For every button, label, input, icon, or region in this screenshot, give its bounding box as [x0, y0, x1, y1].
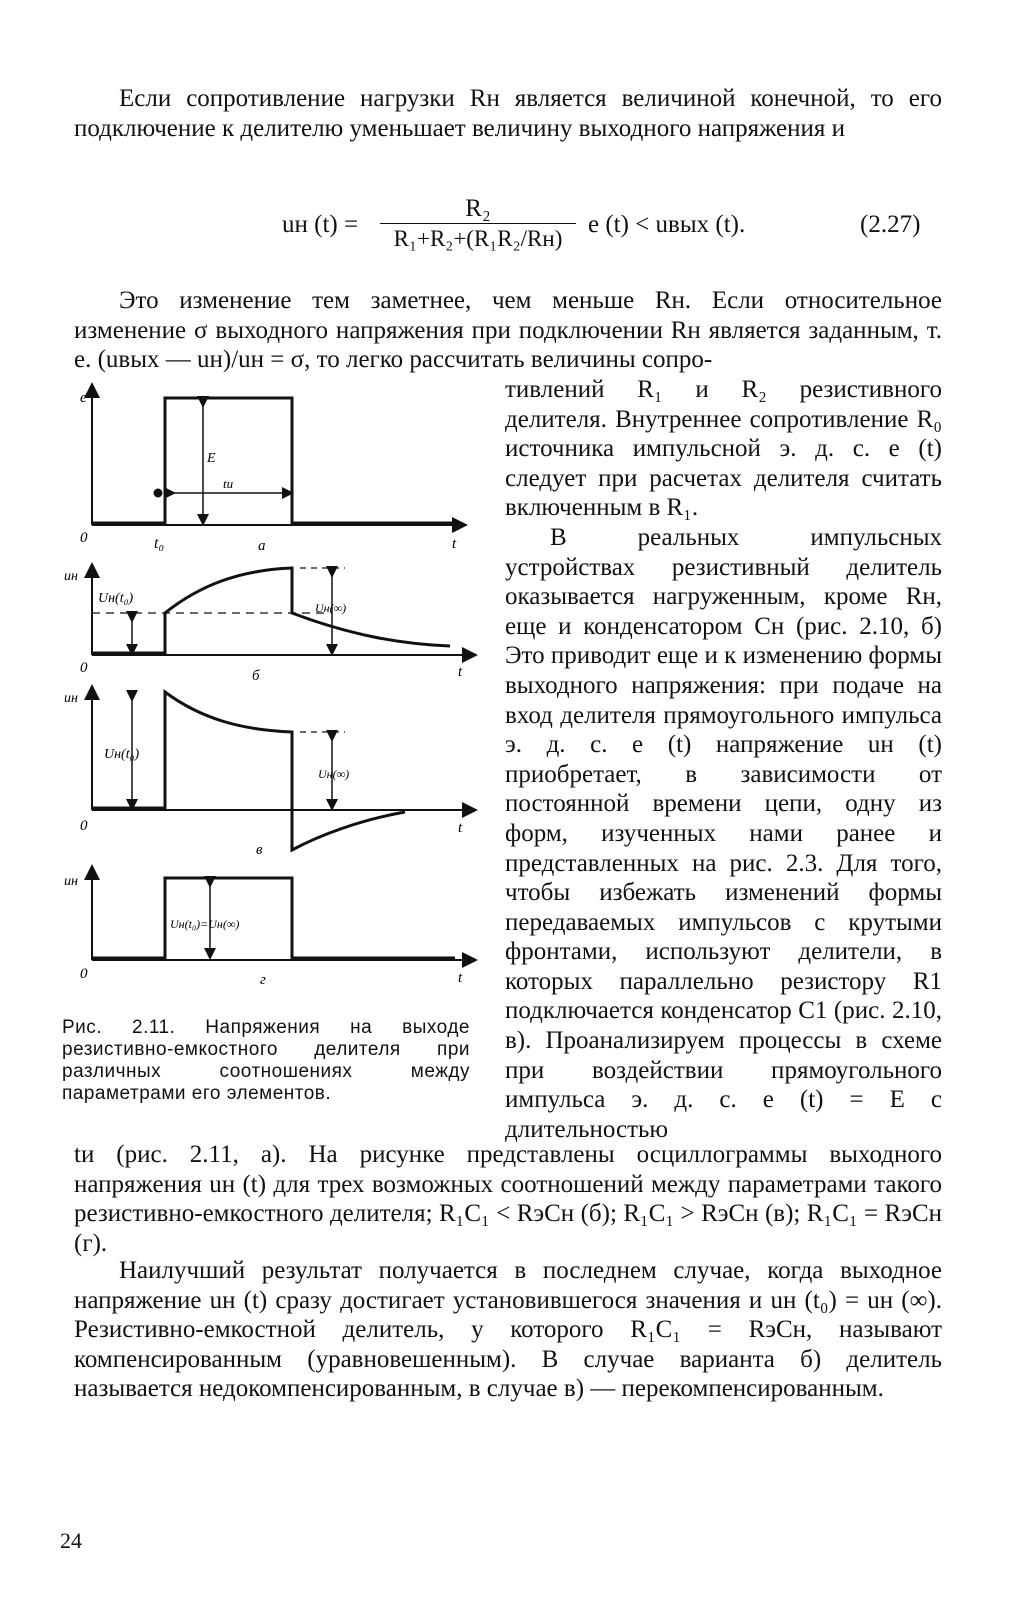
panel-g-xlabel: t — [458, 970, 463, 986]
panel-v-sublabel: в — [256, 842, 263, 858]
paragraph-intro: Если сопротивление нагрузки Rн является величиной конечной, то его подключение к делителю уменьшает величину выходного напряжения и — [74, 85, 942, 142]
waveform-a — [92, 398, 455, 523]
panel-b — [92, 568, 470, 655]
panel-b-level-inf: Uн(∞) — [315, 601, 347, 615]
panel-a-origin: 0 — [80, 530, 88, 546]
formula-numerator: R₂ — [465, 195, 491, 222]
equation-number: (2.27) — [860, 211, 921, 238]
panel-a — [92, 390, 460, 525]
panel-b-ylabel: uн — [64, 569, 78, 584]
panel-a-ylabel: e — [80, 390, 87, 406]
panel-v-xlabel: t — [458, 820, 463, 836]
right-column — [505, 375, 942, 1144]
page-number: 24 — [60, 1528, 82, 1553]
panel-b-level-start: Uн(t₀) — [98, 591, 134, 606]
panel-v-level-inf: Uн(∞) — [318, 767, 350, 781]
figure-2-11 — [60, 380, 490, 1010]
panel-v-level-start: Uн(t₀) — [104, 747, 140, 762]
paragraph-oscillograms: tи (рис. 2.11, а). На рисунке представлены осциллограммы выходного напряжения uн (t) для трех возможных соотношений между параметрами такого резистивно-емкостного делителя; R₁C₁ < RэCн (б); R₁C₁ > RэCн (в); R₁C₁ = RэCн (г). — [74, 1141, 942, 1257]
amplitude-label: E — [207, 451, 216, 466]
panel-v — [92, 692, 470, 850]
panel-a-sublabel: а — [258, 538, 266, 554]
paragraph-change-continued: тивлений R₁ и R₂ резистивного делителя. Внутреннее сопротивление R₀ источника импульсной э. д. с. e (t) следует при расчетах делителя считать включенным в R₁. — [505, 376, 942, 522]
waveform-g — [92, 878, 455, 958]
panel-b-sublabel: б — [252, 668, 260, 684]
t0-label: t₀ — [154, 535, 165, 552]
formula-lhs: uн (t) = — [282, 211, 359, 238]
formula-fraction — [380, 195, 576, 254]
panel-a-xlabel: t — [452, 536, 457, 552]
figure-caption: Рис. 2.11. Напряжения на выходе резистивно-емкостного делителя при различных соотношениях между параметрами его элементов. — [62, 1017, 470, 1104]
paragraph-best-result: Наилучший результат получается в последнем случае, когда выходное напряжение uн (t) сразу достигает установившегося значения и uн (t₀) = uн (∞). Резистивно-емкостной делитель, у которого R₁C₁ = RэCн, называют компенсированным (уравновешенным). В случае варианта б) делитель называется недокомпенсированным, в случае в) — перекомпенсированным. — [74, 1257, 942, 1403]
panel-g-origin: 0 — [80, 966, 88, 982]
panel-g-level-eq: Uн(t₀)=Uн(∞) — [170, 917, 240, 931]
formula-rhs: e (t) < uвых (t). — [588, 211, 746, 238]
panel-v-origin: 0 — [80, 818, 88, 834]
panel-b-xlabel: t — [458, 664, 463, 680]
waveform-v — [92, 692, 405, 850]
formula-denominator: R₁+R₂+(R₁R₂/Rн) — [393, 226, 563, 251]
t0-marker — [154, 489, 162, 497]
formula-2-27 — [0, 195, 1024, 265]
waveform-b — [92, 568, 450, 653]
panel-g — [92, 872, 470, 960]
panel-g-sublabel: г — [260, 972, 266, 988]
panel-b-origin: 0 — [80, 660, 88, 676]
panel-g-ylabel: uн — [64, 874, 78, 889]
paragraph-real-devices: В реальных импульсных устройствах резистивный делитель оказывается нагруженным, кроме Rн, еще и конденсатором Cн (рис. 2.10, б) Это приводит еще и к изменению формы выходного напряжения: при подаче на вход делителя прямоугольного импульса э. д. с. e (t) напряжение uн (t) приобретает, в зависимости от постоянной времени цепи, одну из форм, изученных нами ранее и представленных на рис. 2.3. Для того, чтобы избежать изменений формы передаваемых импульсов с крутыми фронтами, используют делители, в которых параллельно резистору R1 подключается конденсатор C1 (рис. 2.10, в). Проанализируем процессы в схеме при воздействии прямоугольного импульса э. д. с. e (t) = E с длительностью — [505, 523, 942, 1143]
paragraph-change: Это изменение тем заметнее, чем меньше Rн. Если относительное изменение σ выходного напряжения при подключении Rн является заданным, т. е. (uвых — uн)/uн = σ, то легко рассчитать величины сопро- — [74, 287, 942, 374]
duration-label: tи — [223, 476, 234, 491]
panel-v-ylabel: uн — [64, 691, 78, 706]
